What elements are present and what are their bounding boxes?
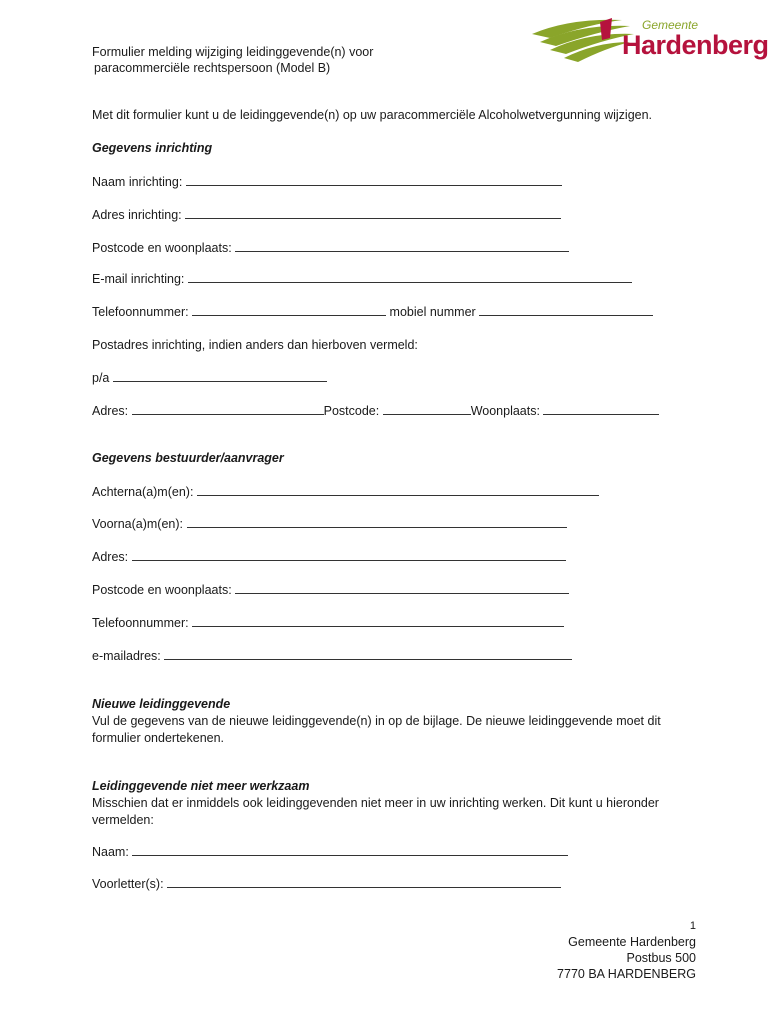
section-heading-nieuw: Nieuwe leidinggevende [92,697,231,711]
mobiel-label: mobiel nummer [389,305,476,319]
telefoon-bestuurder-label: Telefoonnummer: [92,616,189,630]
adres-inrichting-row [92,207,561,222]
voornamen-label: Voorna(a)m(en): [92,517,184,531]
section-heading-bestuurder: Gegevens bestuurder/aanvrager [92,451,284,465]
adres-inrichting-field[interactable] [185,207,561,219]
niet-meer-naam-label: Naam: [92,845,129,859]
mobiel-field[interactable] [479,304,653,316]
pa-field[interactable] [113,370,327,382]
form-title [92,44,373,76]
postadres-note: Postadres inrichting, indien anders dan hierboven vermeld: [92,338,418,352]
postadres-woonplaats-field[interactable] [543,403,659,415]
form-title-line2: paracommerciële rechtspersoon (Model B) [94,61,331,75]
achternamen-field[interactable] [197,484,599,496]
niet-meer-naam-row [92,844,568,859]
email-bestuurder-row [92,648,572,663]
postadres-adres-label: Adres: [92,404,129,418]
postadres-woonplaats-label: Woonplaats: [470,404,540,418]
achternamen-label: Achterna(a)m(en): [92,485,194,499]
email-bestuurder-field[interactable] [164,648,572,660]
page-number: 1 [689,920,696,932]
telefoon-inrichting-row [92,304,653,319]
postadres-adres-field[interactable] [132,403,324,415]
email-inrichting-field[interactable] [188,271,632,283]
postcode-bestuurder-row [92,582,569,597]
achternamen-row [92,484,599,499]
adres-bestuurder-row [92,549,566,564]
postcode-bestuurder-label: Postcode en woonplaats: [92,583,232,597]
adres-inrichting-label: Adres inrichting: [92,208,182,222]
email-inrichting-label: E-mail inrichting: [92,272,185,286]
intro-text: Met dit formulier kunt u de leidinggevende(n) op uw paracommerciële Alcoholwetvergunning wijzigen. [92,108,653,122]
niet-meer-voorletters-row [92,876,561,891]
naam-inrichting-row [92,174,562,189]
adres-bestuurder-label: Adres: [92,550,129,564]
niet-meer-naam-field[interactable] [132,844,568,856]
footer-line3: 7770 BA HARDENBERG [557,967,696,981]
niet-meer-text-line2: vermelden: [92,813,154,827]
voornamen-row [92,516,567,531]
niet-meer-text-line1: Misschien dat er inmiddels ook leidinggevenden niet meer in uw inrichting werken. Dit kunt u hieronder [92,796,659,810]
telefoon-bestuurder-field[interactable] [192,615,564,627]
telefoon-bestuurder-row [92,615,564,630]
pa-label: p/a [92,371,110,385]
footer-line2: Postbus 500 [626,951,696,965]
municipality-logo [530,12,769,68]
naam-inrichting-field[interactable] [186,174,562,186]
postcode-inrichting-label: Postcode en woonplaats: [92,241,232,255]
telefoon-inrichting-field[interactable] [192,304,386,316]
postadres-postcode-field[interactable] [383,403,471,415]
email-bestuurder-label: e-mailadres: [92,649,161,663]
adres-bestuurder-field[interactable] [132,549,566,561]
voornamen-field[interactable] [187,516,567,528]
postcode-inrichting-field[interactable] [235,240,569,252]
logo-small-text: Gemeente [642,18,699,32]
pa-row [92,370,327,385]
nieuw-text-line2: formulier ondertekenen. [92,731,225,745]
postcode-bestuurder-field[interactable] [235,582,569,594]
niet-meer-voorletters-field[interactable] [167,876,561,888]
page-footer [557,918,696,982]
postcode-inrichting-row [92,240,569,255]
telefoon-inrichting-label: Telefoonnummer: [92,305,189,319]
nieuw-text-line1: Vul de gegevens van de nieuwe leidinggevende(n) in op de bijlage. De nieuwe leidinggevende moet dit [92,714,661,728]
logo-big-text: Hardenberg [622,30,769,60]
section-heading-inrichting: Gegevens inrichting [92,141,213,155]
section-heading-niet-meer: Leidinggevende niet meer werkzaam [92,779,310,793]
niet-meer-voorletters-label: Voorletter(s): [92,877,164,891]
postadres-row [92,403,659,418]
section-niet-meer [92,778,712,829]
section-nieuw [92,696,712,747]
email-inrichting-row [92,271,632,286]
form-title-line1: Formulier melding wijziging leidinggevende(n) voor [92,45,374,59]
footer-line1: Gemeente Hardenberg [568,935,696,949]
naam-inrichting-label: Naam inrichting: [92,175,183,189]
postadres-postcode-label: Postcode: [323,404,380,418]
